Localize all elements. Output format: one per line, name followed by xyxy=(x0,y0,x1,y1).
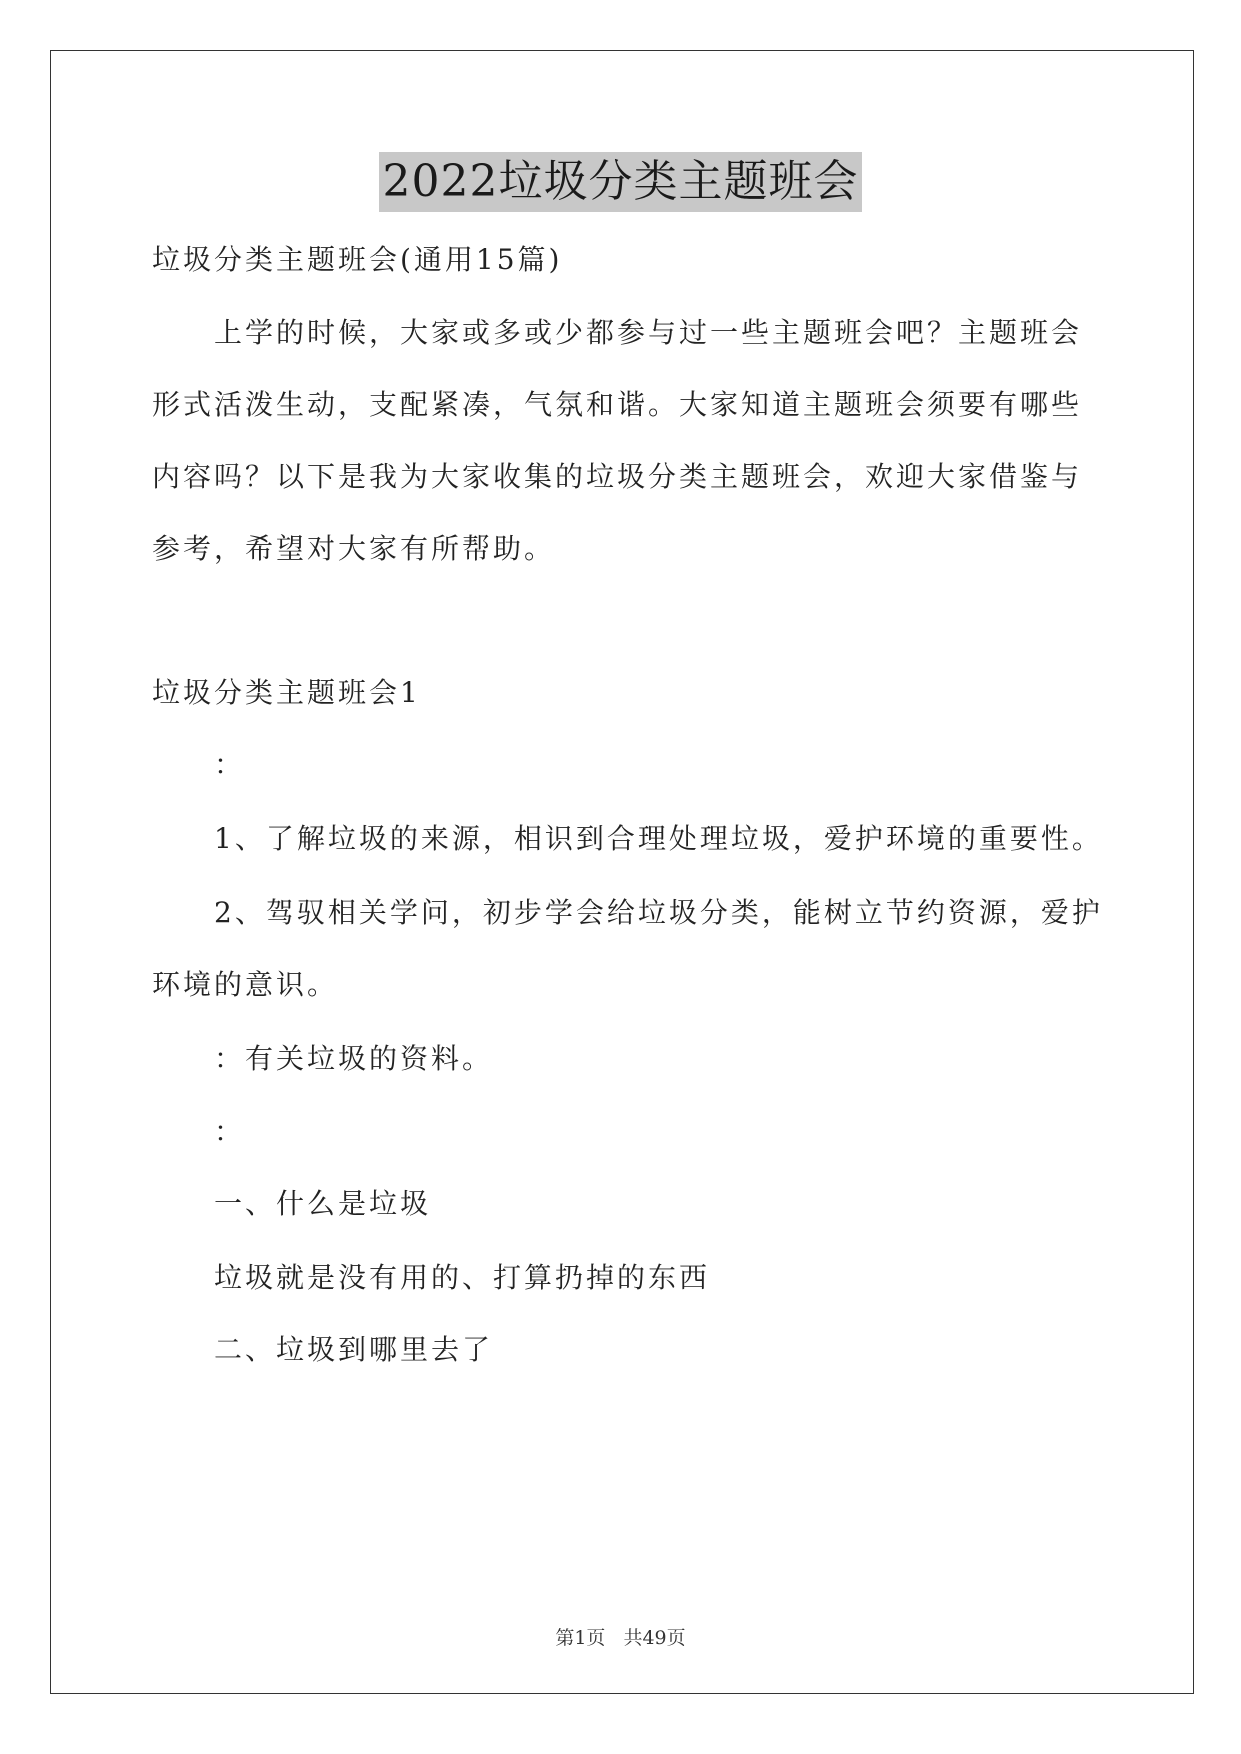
body-line: 垃圾就是没有用的、打算扔掉的东西 xyxy=(214,1261,711,1294)
section-heading: 垃圾分类主题班会1 xyxy=(152,676,421,709)
document-subtitle: 垃圾分类主题班会(通用15篇) xyxy=(152,243,563,276)
body-line: 二、垃圾到哪里去了 xyxy=(214,1333,494,1366)
intro-paragraph-line: 内容吗？以下是我为大家收集的垃圾分类主题班会，欢迎大家借鉴与 xyxy=(152,460,1083,493)
body-line: 一、什么是垃圾 xyxy=(214,1187,432,1220)
intro-paragraph-line: 上学的时候，大家或多或少都参与过一些主题班会吧？主题班会 xyxy=(214,316,1083,349)
document-title: 2022垃圾分类主题班会 xyxy=(379,152,863,212)
body-line: 环境的意识。 xyxy=(152,968,339,1001)
total-pages: 共49页 xyxy=(623,1627,686,1649)
title-container xyxy=(0,152,1241,212)
body-line: ：有关垃圾的资料。 xyxy=(214,1042,494,1075)
body-line: ： xyxy=(214,1115,246,1148)
body-line: 1、了解垃圾的来源，相识到合理处理垃圾，爱护环境的重要性。 xyxy=(214,822,1103,855)
body-line: ： xyxy=(214,748,246,781)
intro-paragraph-line: 形式活泼生动，支配紧凑，气氛和谐。大家知道主题班会须要有哪些 xyxy=(152,388,1083,421)
intro-paragraph-line: 参考，希望对大家有所帮助。 xyxy=(152,532,556,565)
page-border xyxy=(50,50,1194,1694)
page-number: 第1页 xyxy=(555,1627,606,1649)
page-footer xyxy=(0,1626,1241,1650)
body-line: 2、驾驭相关学问，初步学会给垃圾分类，能树立节约资源，爱护 xyxy=(214,896,1103,929)
